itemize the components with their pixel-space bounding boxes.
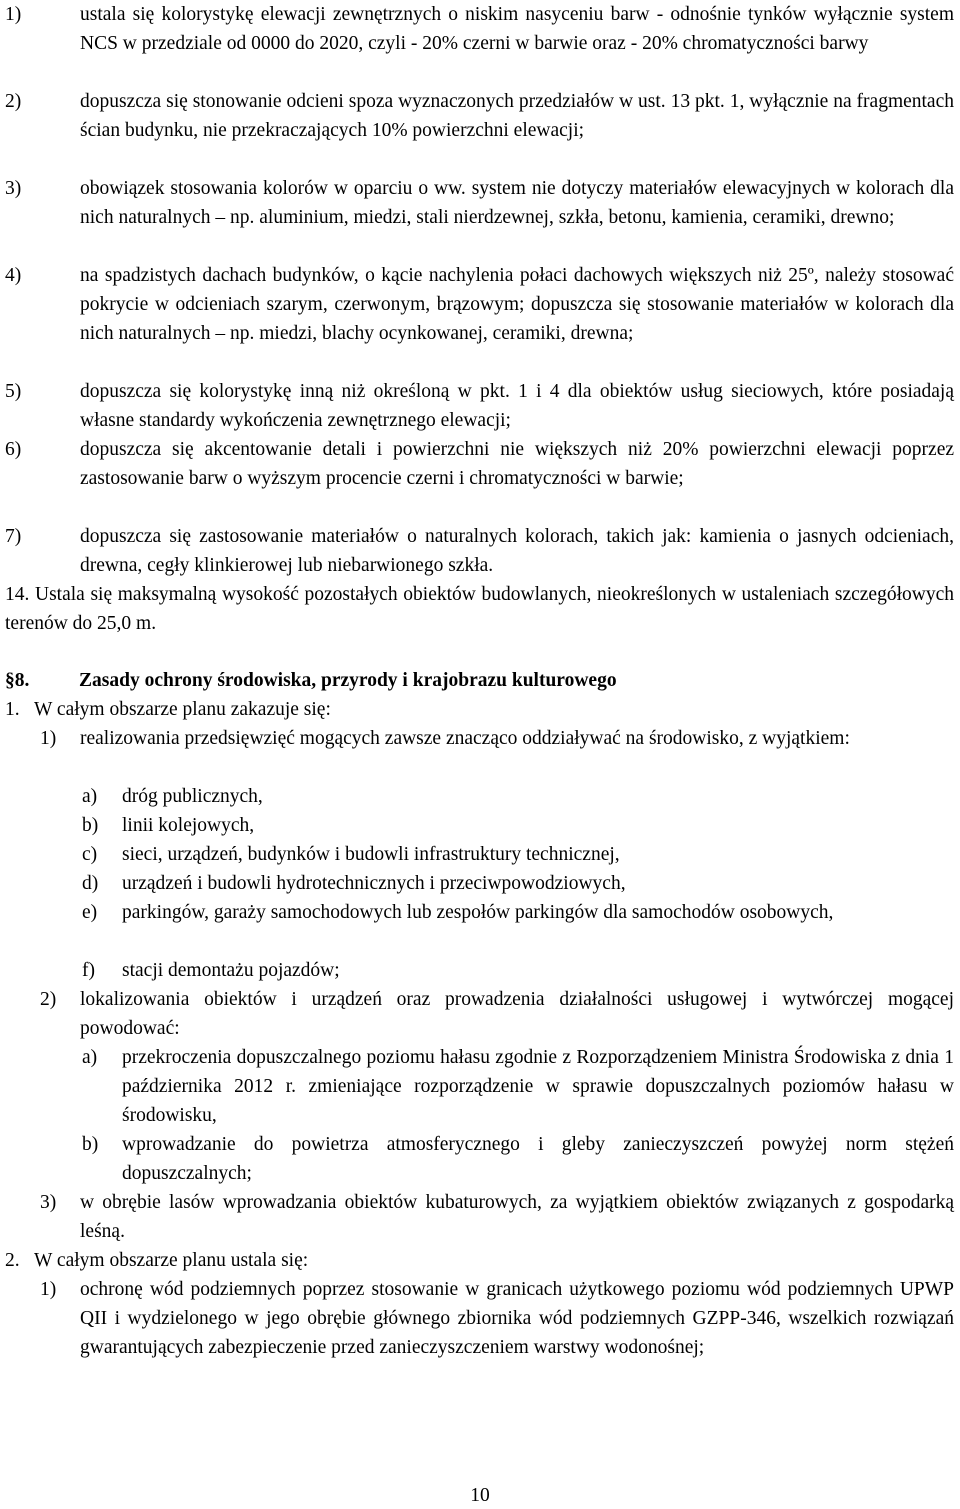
clause-number: 2. [5, 1250, 20, 1271]
sub-item-letter: f) [82, 960, 95, 981]
point-number: 3) [40, 1192, 57, 1213]
section-title: Zasady ochrony środowiska, przyrody i krajobrazu kulturowego [79, 670, 617, 691]
list-item-number: 7) [5, 526, 22, 547]
sub-item-letter: b) [82, 1134, 99, 1155]
point-number: 1) [40, 1279, 57, 1300]
list-item-5 [0, 377, 960, 435]
point-text: realizowania przedsięwzięć mogących zawsze znacząco oddziaływać na środowisko, z wyjątkiem: [80, 728, 850, 749]
list-item-1 [0, 0, 960, 58]
paragraph-14 [0, 580, 960, 638]
point-text: ochronę wód podziemnych poprzez stosowanie w granicach użytkowego poziomu wód podziemnych UPWP QII i wydzielonego w jego obrębie głównego zbiornika wód podziemnych GZPP-346, wszelkich rozwiązań gwarantujących zabezpieczenie przed zanieczyszczeniem warstwy wodonośnej; [80, 1279, 954, 1358]
sub-item-letter: a) [82, 1047, 98, 1068]
sub-item-b [0, 811, 960, 840]
point-number: 2) [40, 989, 57, 1010]
list-item-text: ustala się kolorystykę elewacji zewnętrznych o niskim nasyceniu barw - odnośnie tynków wyłącznie system NCS w przedziale od 0000 do 2020, czyli - 20% czerni w barwie oraz - 20% chromatyczności barwy [80, 4, 954, 54]
list-item-number: 6) [5, 439, 22, 460]
point-text: lokalizowania obiektów i urządzeń oraz prowadzenia działalności usługowej i wytwórczej mogącej powodować: [80, 989, 954, 1039]
list-item-4 [0, 261, 960, 348]
clause-1-point-1 [0, 724, 960, 753]
sub-item-letter: d) [82, 873, 99, 894]
clause-number: 1. [5, 699, 20, 720]
clause-text: W całym obszarze planu zakazuje się: [34, 699, 331, 720]
sub-item-text: dróg publicznych, [122, 786, 263, 807]
list-item-number: 4) [5, 265, 22, 286]
sub-item-a [0, 782, 960, 811]
sub-item-e [0, 898, 960, 927]
list-item-number: 5) [5, 381, 22, 402]
list-item-6 [0, 435, 960, 493]
list-item-text: dopuszcza się kolorystykę inną niż określoną w pkt. 1 i 4 dla obiektów usług sieciowych, które posiadają własne standardy wykończenia zewnętrznego elewacji; [80, 381, 954, 431]
clause-2 [0, 1246, 960, 1275]
point-number: 1) [40, 728, 57, 749]
sub-item-letter: a) [82, 786, 98, 807]
list-item-number: 3) [5, 178, 22, 199]
sub-item-letter: c) [82, 844, 98, 865]
point-text: w obrębie lasów wprowadzania obiektów kubaturowych, za wyjątkiem obiektów związanych z gospodarką leśną. [80, 1192, 954, 1242]
sub-item-text: parkingów, garaży samochodowych lub zespołów parkingów dla samochodów osobowych, [122, 902, 834, 923]
page-number: 10 [470, 1485, 490, 1506]
sub-item-text: sieci, urządzeń, budynków i budowli infrastruktury technicznej, [122, 844, 620, 865]
clause-1-point-3 [0, 1188, 960, 1246]
list-item-text: na spadzistych dachach budynków, o kącie nachylenia połaci dachowych większych niż 25º, należy stosować pokrycie w odcieniach szarym, czerwonym, brązowym; dopuszcza się stosowanie materiałów w kolorach dla nich naturalnych – np. miedzi, blachy ocynkowanej, ceramiki, drewna; [80, 265, 954, 344]
section-number: §8. [5, 670, 30, 691]
sub-item-text: stacji demontażu pojazdów; [122, 960, 340, 981]
sub-item-letter: b) [82, 815, 99, 836]
list-item-7 [0, 522, 960, 580]
clause-2-point-1 [0, 1275, 960, 1362]
sub-item-d [0, 869, 960, 898]
sub-item-text: urządzeń i budowli hydrotechnicznych i przeciwpowodziowych, [122, 873, 626, 894]
sub-item-text: wprowadzanie do powietrza atmosferycznego i gleby zanieczyszczeń powyżej norm stężeń dopuszczalnych; [122, 1134, 954, 1184]
clause-1-point-2 [0, 985, 960, 1043]
clause-1 [0, 695, 960, 724]
sub-item-text: linii kolejowych, [122, 815, 255, 836]
sub-item-text: przekroczenia dopuszczalnego poziomu hałasu zgodnie z Rozporządzeniem Ministra Środowiska z dnia 1 października 2012 r. zmieniające rozporządzenie w sprawie dopuszczalnych poziomów hałasu w środowisku, [122, 1047, 954, 1126]
list-item-2 [0, 87, 960, 145]
list-item-3 [0, 174, 960, 232]
list-item-text: dopuszcza się stonowanie odcieni spoza wyznaczonych przedziałów w ust. 13 pkt. 1, wyłącznie na fragmentach ścian budynku, nie przekraczających 10% powierzchni elewacji; [80, 91, 954, 141]
list-item-number: 2) [5, 91, 22, 112]
sub-item-letter: e) [82, 902, 98, 923]
sub-item-a [0, 1043, 960, 1130]
list-item-text: dopuszcza się akcentowanie detali i powierzchni nie większych niż 20% powierzchni elewacji poprzez zastosowanie barw o wyższym procencie czerni i chromatyczności w barwie; [80, 439, 954, 489]
paragraph-text: 14. Ustala się maksymalną wysokość pozostałych obiektów budowlanych, nieokreślonych w ustaleniach szczegółowych terenów do 25,0 m. [5, 584, 954, 634]
sub-item-c [0, 840, 960, 869]
list-item-number: 1) [5, 4, 22, 25]
clause-text: W całym obszarze planu ustala się: [34, 1250, 309, 1271]
sub-item-f [0, 956, 960, 985]
list-item-text: dopuszcza się zastosowanie materiałów o naturalnych kolorach, takich jak: kamienia o jasnych odcieniach, drewna, cegły klinkierowej lub niebarwionego szkła. [80, 526, 954, 576]
list-item-text: obowiązek stosowania kolorów w oparciu o ww. system nie dotyczy materiałów elewacyjnych w kolorach dla nich naturalnych – np. aluminium, miedzi, stali nierdzewnej, szkła, betonu, kamienia, ceramiki, drewno; [80, 178, 954, 228]
sub-item-b [0, 1130, 960, 1188]
